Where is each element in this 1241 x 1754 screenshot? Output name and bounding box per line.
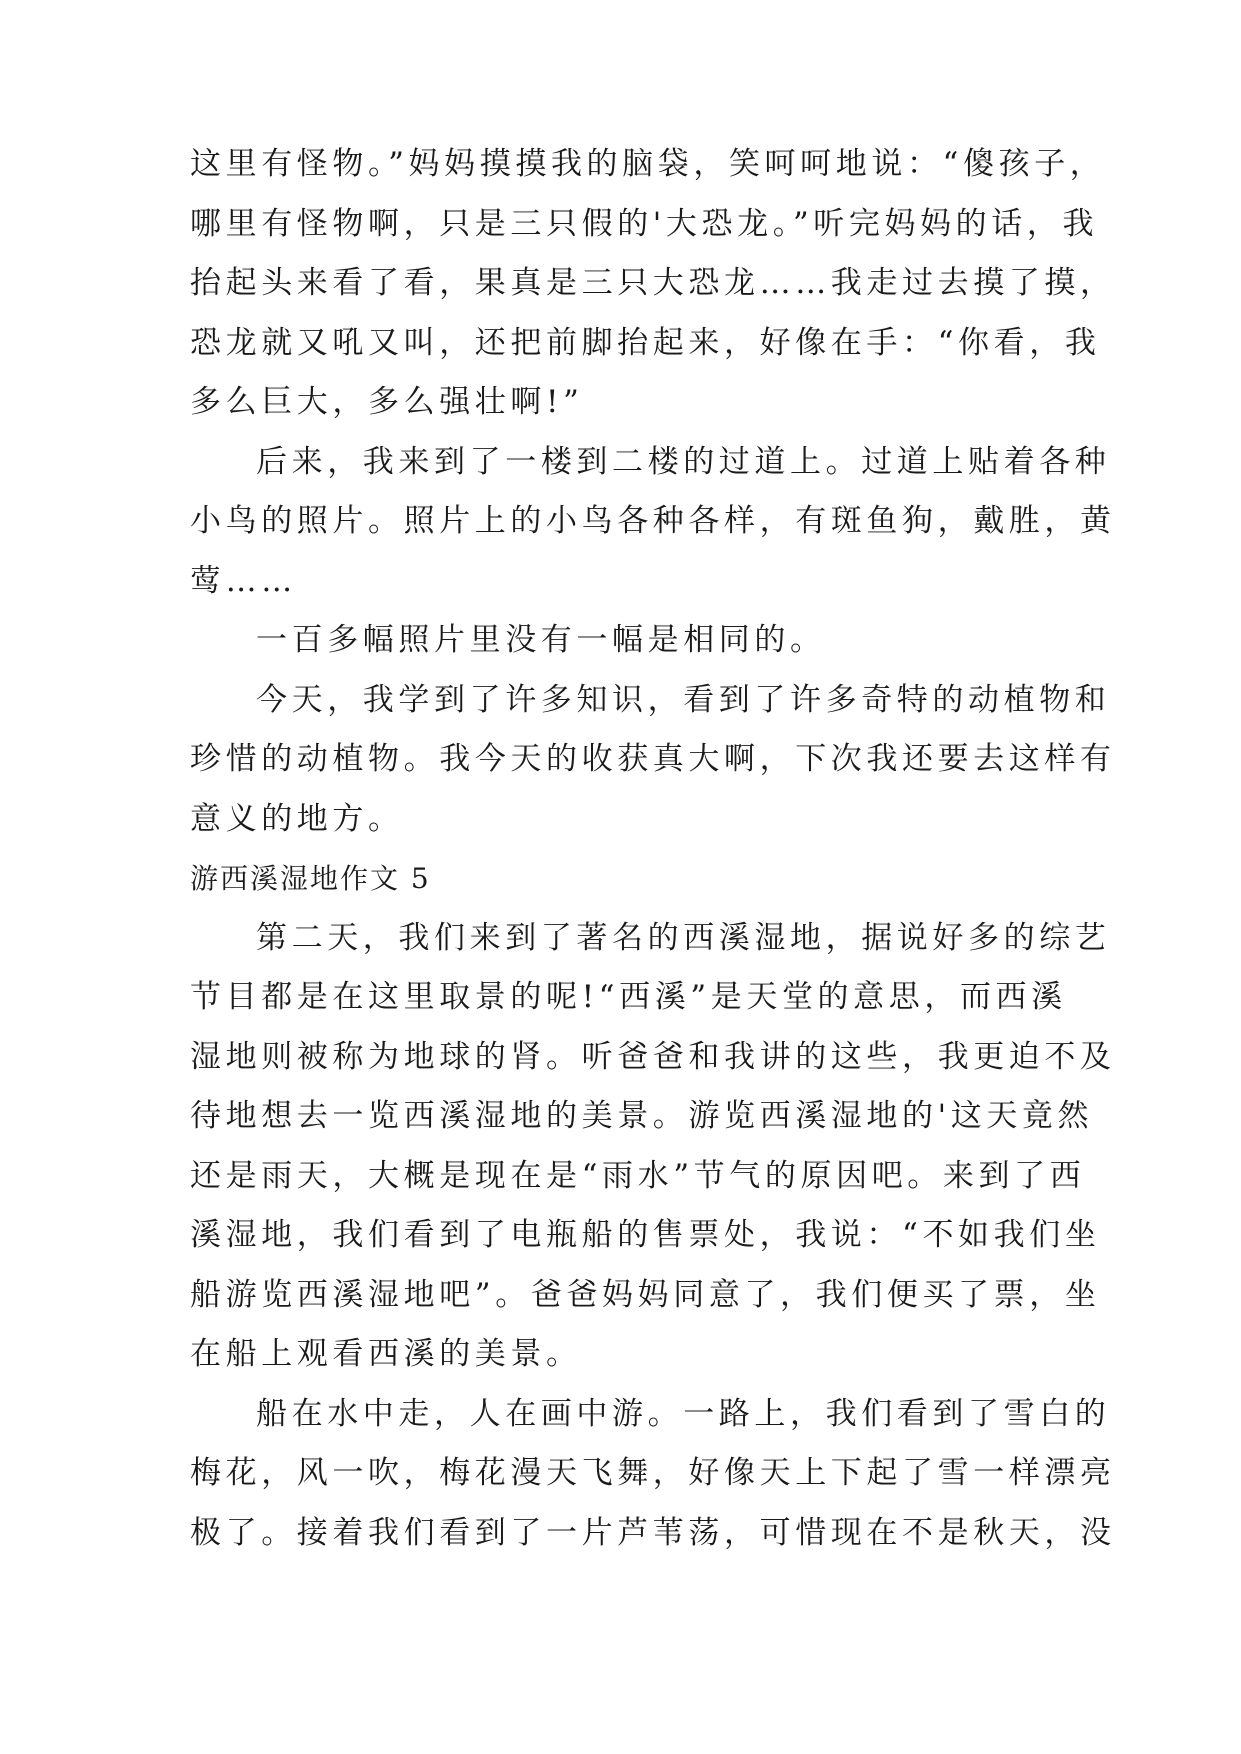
- text-line: 湿地则被称为地球的肾。听爸爸和我讲的这些，我更迫不及: [190, 1038, 1116, 1075]
- paragraph: [190, 135, 1116, 433]
- text-line: 莺……: [190, 562, 297, 599]
- text-line: 后来，我来到了一楼到二楼的过道上。过道上贴着各种: [256, 443, 1111, 480]
- text-line: 抬起头来看了看，果真是三只大恐龙……我走过去摸了摸，: [190, 265, 1116, 301]
- text-line: 意义的地方。: [190, 800, 404, 837]
- text-line: 这里有怪物。”妈妈摸摸我的脑袋，笑呵呵地说：“傻孩子，: [190, 146, 1106, 182]
- text-line: 待地想去一览西溪湿地的美景。游览西溪湿地的'这天竟然: [190, 1098, 1094, 1134]
- section-title: 游西溪湿地作文 5: [190, 862, 431, 895]
- text-line: 梅花，风一吹，梅花漫天飞舞，好像天上下起了雪一样漂亮: [190, 1455, 1116, 1491]
- paragraph: [190, 1385, 1116, 1564]
- text-line: 还是雨天，大概是现在是“雨水”节气的原因吧。来到了西: [190, 1157, 1086, 1194]
- text-line: 极了。接着我们看到了一片芦苇荡，可惜现在不是秋天，没: [190, 1514, 1116, 1551]
- text-line: 小鸟的照片。照片上的小鸟各种各样，有斑鱼狗，戴胜，黄: [190, 503, 1116, 539]
- text-line: 溪湿地，我们看到了电瓶船的售票处，我说：“不如我们坐: [190, 1217, 1101, 1253]
- paragraph: [190, 671, 1116, 850]
- text-line: 哪里有怪物啊，只是三只假的'大恐龙。”听完妈妈的话，我: [190, 205, 1099, 242]
- text-line: 船游览西溪湿地吧”。爸爸妈妈同意了，我们便买了票，坐: [190, 1276, 1101, 1313]
- text-line: 船在水中走，人在画中游。一路上，我们看到了雪白的: [256, 1395, 1111, 1432]
- paragraph: [190, 611, 1070, 671]
- text-line: 珍惜的动植物。我今天的收获真大啊，下次我还要去这样有: [190, 741, 1116, 777]
- paragraph: [190, 433, 1116, 612]
- text-line: 一百多幅照片里没有一幅是相同的。: [256, 622, 826, 658]
- text-line: 第二天，我们来到了著名的西溪湿地，据说好多的综艺: [256, 919, 1111, 956]
- text-line: 在船上观看西溪的美景。: [190, 1336, 582, 1372]
- paragraph: [190, 909, 1116, 1385]
- document-page: [190, 135, 1116, 1563]
- text-line: 节目都是在这里取景的呢!“西溪”是天堂的意思，而西溪: [190, 979, 1067, 1015]
- text-line: 多么巨大，多么强壮啊!”: [190, 384, 584, 420]
- text-line: 今天，我学到了许多知识，看到了许多奇特的动植物和: [256, 681, 1111, 718]
- text-line: 恐龙就又吼又叫，还把前脚抬起来，好像在手：“你看，我: [190, 324, 1101, 361]
